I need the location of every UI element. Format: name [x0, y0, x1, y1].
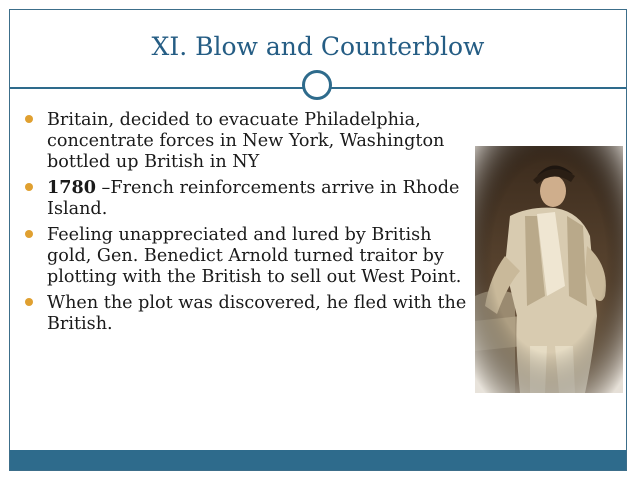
portrait-illustration	[475, 146, 623, 393]
bullet-text: Feeling unappreciated and lured by British gold, Gen. Benedict Arnold turned traitor by plotting with the British to sell out West Point.	[47, 225, 462, 287]
bullet-text: When the plot was discovered, he fled with the British.	[47, 293, 467, 334]
bullet-item	[22, 177, 470, 220]
footer-bar	[10, 450, 626, 470]
circle-ornament-icon	[302, 70, 332, 100]
bullet-text: Britain, decided to evacuate Philadelphia, concentrate forces in New York, Washington bottled up British in NY	[47, 110, 445, 172]
bullet-list	[22, 109, 470, 339]
bullet-item	[22, 292, 470, 335]
bullet-text: –French reinforcements arrive in Rhode Island.	[47, 178, 460, 219]
bullet-bold: 1780	[47, 177, 96, 198]
bullet-dot-icon	[25, 183, 33, 191]
bullet-dot-icon	[25, 115, 33, 123]
bullet-dot-icon	[25, 230, 33, 238]
bullet-item	[22, 109, 470, 173]
benedict-arnold-portrait	[475, 146, 623, 393]
bullet-item	[22, 224, 470, 288]
bullet-dot-icon	[25, 298, 33, 306]
slide-title: XI. Blow and Counterblow	[151, 32, 485, 61]
